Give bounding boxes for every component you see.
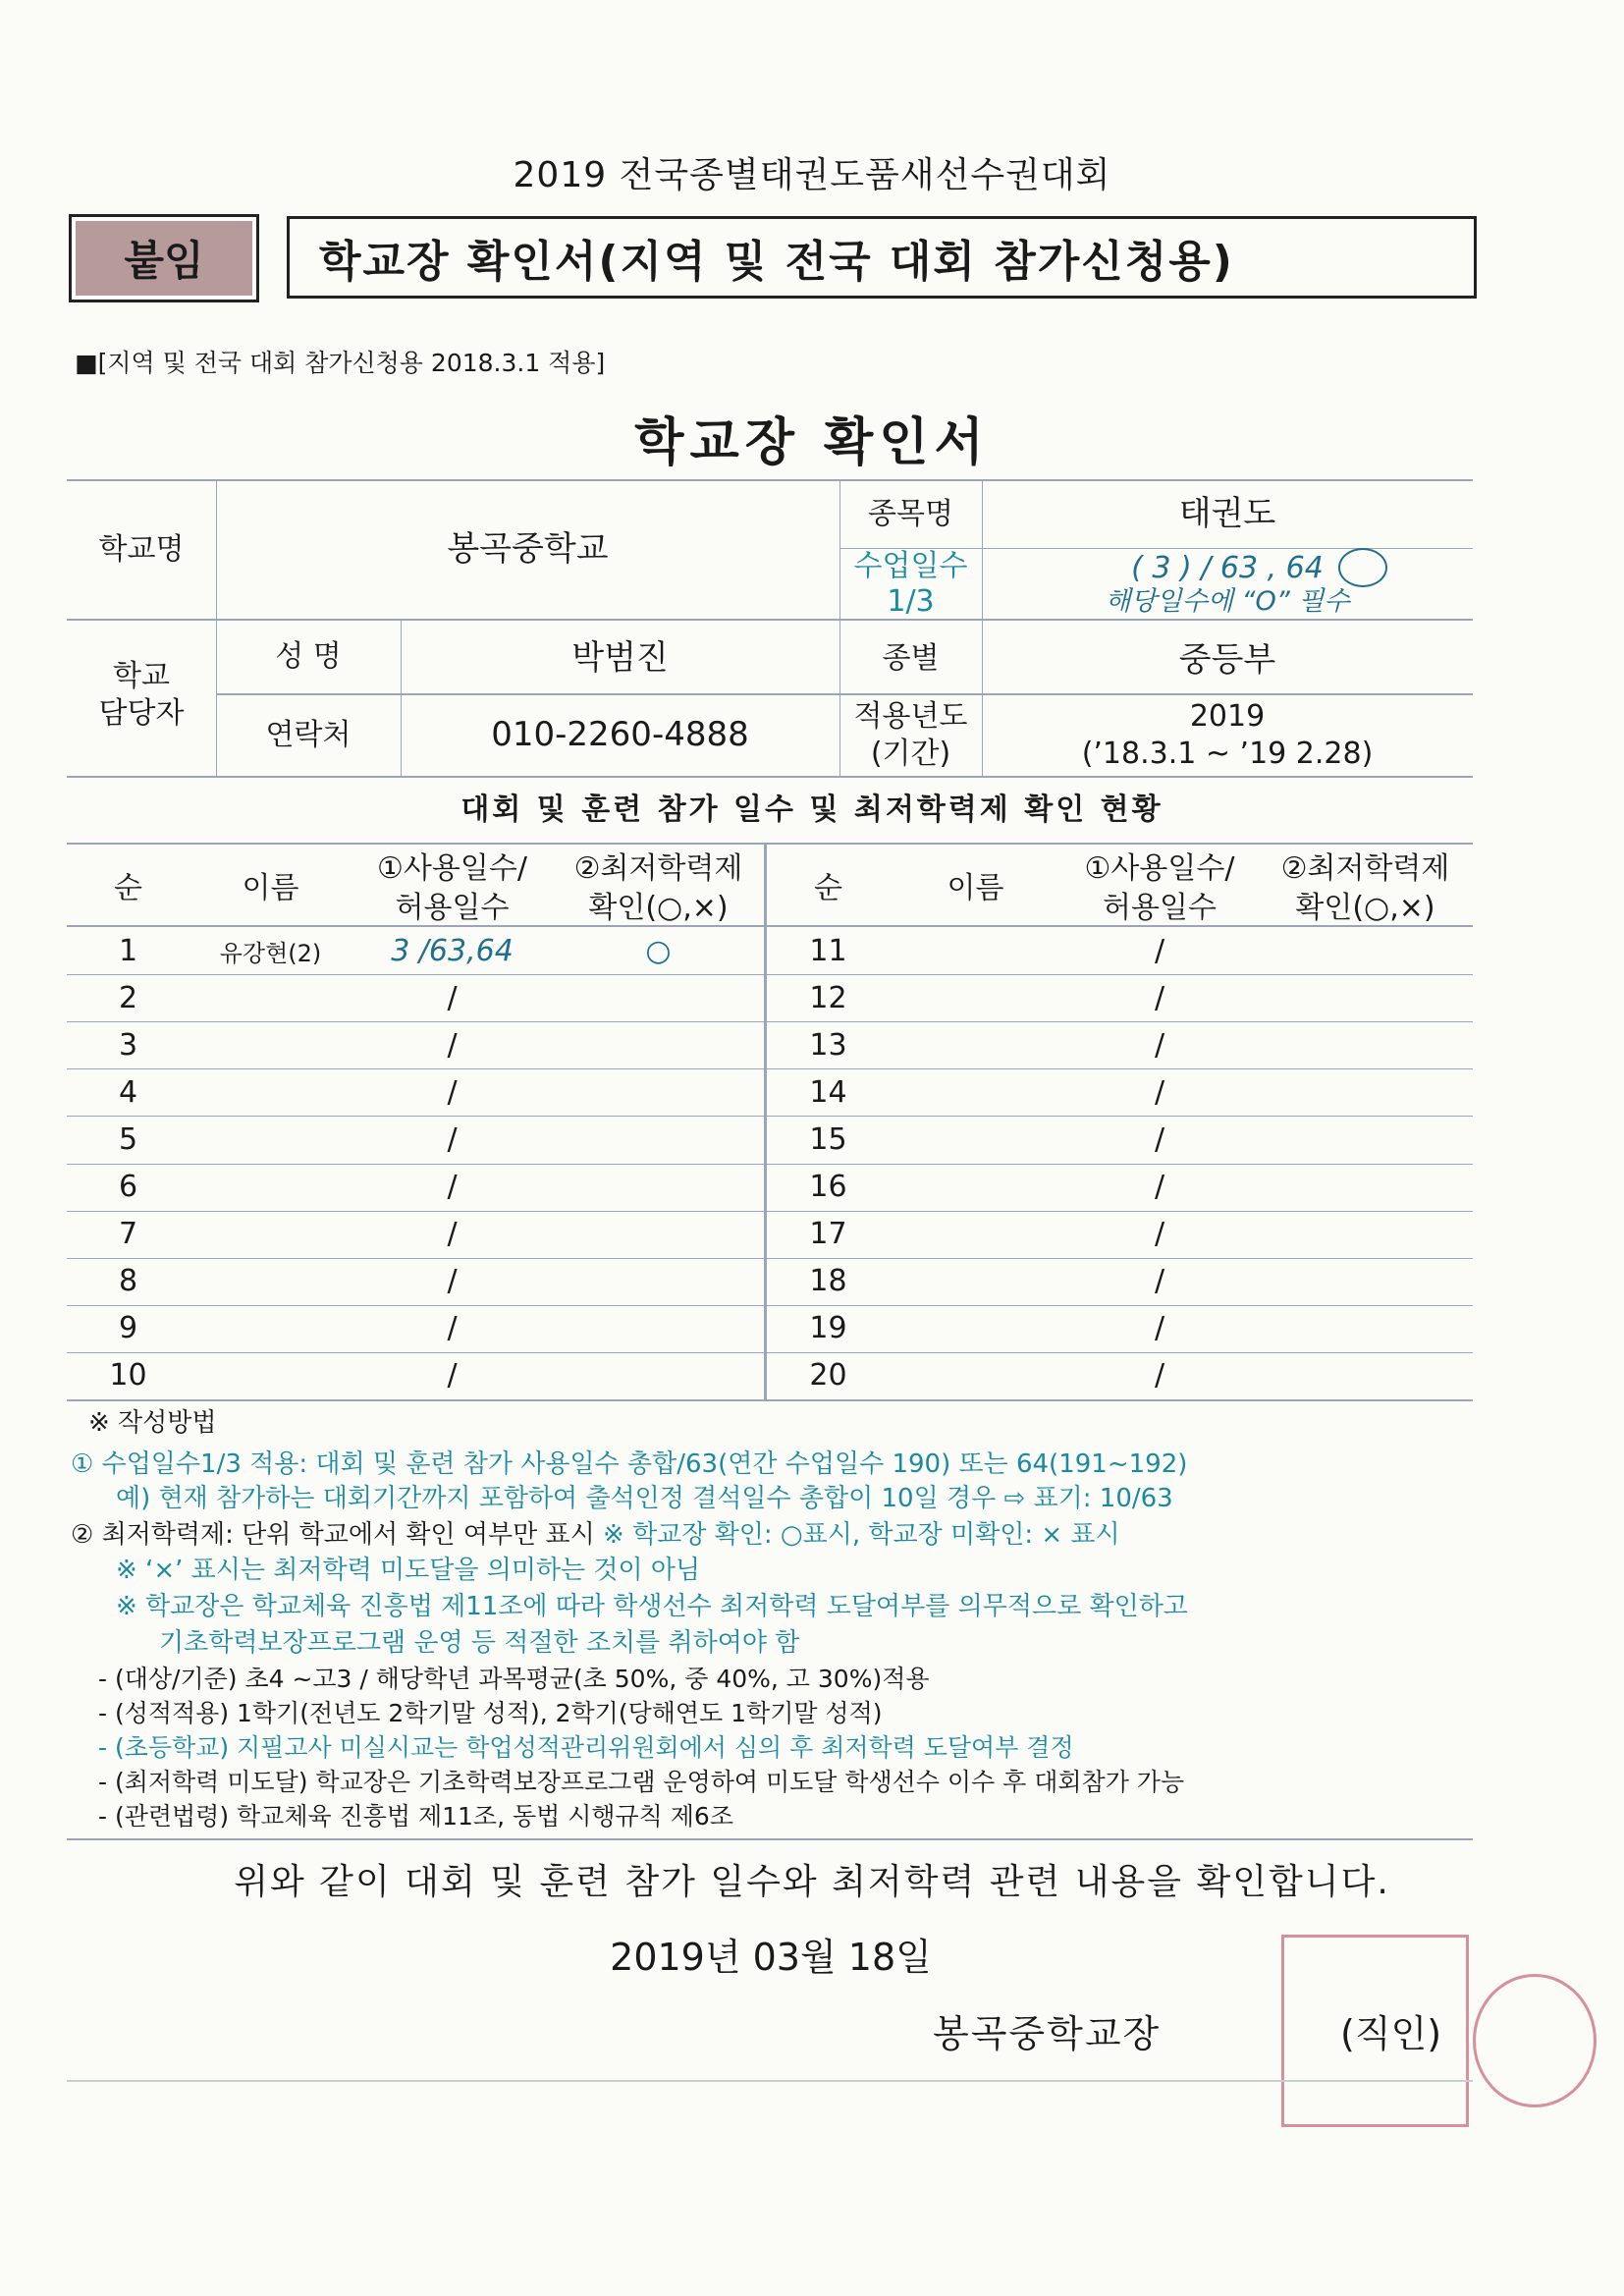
table-cell-name	[890, 1068, 1061, 1116]
table-cell-no: 20	[809, 1358, 847, 1394]
table-cell-check	[1258, 1164, 1473, 1211]
table-cell-check	[553, 1305, 764, 1352]
header-days-right: ①사용일수/	[1084, 851, 1235, 886]
header-days-left: ①사용일수/	[377, 851, 527, 886]
table-cell-name	[890, 1164, 1061, 1211]
table-cell-name	[189, 1164, 352, 1211]
table-cell-days: /	[1154, 980, 1165, 1015]
table-cell-name	[189, 1021, 352, 1068]
sport-value: 태권도	[1178, 493, 1276, 533]
table-cell-check	[553, 1352, 764, 1399]
note-1b: 예) 현재 참가하는 대회기간까지 포함하여 출석인정 결석일수 총합이 10일 경우 ⇨ 표기: 10/63	[116, 1484, 1173, 1513]
confirmation-date: 2019년 03월 18일	[610, 1936, 932, 1979]
table-cell-no: 2	[118, 980, 138, 1015]
table-cell-name	[890, 1211, 1061, 1258]
bullet-4: - (최저학력 미도달) 학교장은 기초학력보장프로그램 운영하여 미도달 학생선수 이수 후 대회참가 가능	[98, 1768, 1185, 1796]
manager-label-2: 담당자	[98, 695, 185, 731]
table-cell-name	[189, 974, 352, 1021]
table-cell-no: 1	[118, 933, 138, 968]
table-cell-no: 3	[118, 1027, 138, 1063]
table-cell-days: /	[447, 980, 458, 1015]
table-cell-no: 19	[809, 1311, 847, 1346]
table-cell-check	[553, 974, 764, 1021]
table-cell-days: /	[1154, 1121, 1165, 1157]
class-days-fraction-label: 1/3	[887, 583, 935, 619]
table-cell-check	[1258, 1021, 1473, 1068]
circle-mark-64	[1338, 548, 1387, 587]
table-cell-days: 3 /63,64	[391, 933, 514, 968]
class-days-value: ( 3 ) / 63 , 64	[1131, 550, 1324, 585]
year-label: 적용년도	[853, 698, 968, 734]
note-2c: ※ 학교장은 학교체육 진흥법 제11조에 따라 학생선수 최저학력 도달여부를 의무적으로 확인하고	[116, 1592, 1188, 1621]
bullet-5: - (관련법령) 학교체육 진흥법 제11조, 동법 시행규칙 제6조	[98, 1802, 733, 1831]
document-title: 학교장 확인서(지역 및 전국 대회 참가신청용)	[287, 216, 1477, 299]
table-cell-no: 9	[118, 1311, 138, 1346]
table-cell-name	[890, 1305, 1061, 1352]
attachment-tag: 붙임	[69, 214, 259, 302]
note-2a	[71, 1514, 1120, 1551]
header-min-right: ②최저학력제	[1280, 851, 1450, 886]
table-cell-days: /	[1154, 1311, 1165, 1346]
notes-heading: ※ 작성방법	[88, 1408, 217, 1438]
table-cell-name	[890, 1116, 1061, 1163]
contact-value: 010-2260-4888	[491, 714, 749, 754]
table-cell-no: 14	[809, 1074, 847, 1110]
note-2a-teal: ※ 학교장 확인: ○표시, 학교장 미확인: × 표시	[603, 1520, 1120, 1550]
seal-label: (직인)	[1340, 2012, 1442, 2055]
principal-seal-stamp	[1473, 1974, 1597, 2107]
table-cell-check	[553, 1211, 764, 1258]
table-cell-check	[1258, 927, 1473, 974]
table-cell-no: 15	[809, 1121, 847, 1157]
table-cell-days: /	[447, 1264, 458, 1299]
table-cell-days: /	[447, 1074, 458, 1110]
header-days-sub-right: 허용일수	[1103, 891, 1217, 925]
table-cell-no: 18	[809, 1264, 847, 1299]
period-value: (’18.3.1 ~ ’19 2.28)	[1081, 736, 1374, 771]
application-note: ■[지역 및 전국 대회 참가신청용 2018.3.1 적용]	[75, 349, 606, 377]
year-value: 2019	[1189, 698, 1266, 734]
table-cell-check	[553, 1068, 764, 1116]
class-days-label: 수업일수	[853, 548, 968, 583]
table-cell-days: /	[1154, 1074, 1165, 1110]
table-cell-no: 7	[118, 1217, 138, 1252]
table-cell-name	[890, 974, 1061, 1021]
sport-label: 종목명	[868, 496, 953, 531]
table-cell-name	[189, 1352, 352, 1399]
table-cell-name	[890, 927, 1061, 974]
table-cell-name	[890, 1258, 1061, 1305]
table-cell-check	[553, 1116, 764, 1163]
category-label: 종별	[882, 640, 940, 676]
header-no-right: 순	[814, 871, 842, 905]
note-1a: ① 수업일수1/3 적용: 대회 및 훈련 참가 사용일수 총합/63(연간 수업일수 190) 또는 64(191~192)	[71, 1449, 1188, 1479]
person-name-value: 박범진	[571, 637, 669, 678]
table-cell-days: /	[447, 1217, 458, 1252]
bullet-1: - (대상/기준) 초4 ~고3 / 해당학년 과목평균(초 50%, 중 40%, 고 30%)적용	[98, 1665, 930, 1693]
table-cell-name	[189, 1258, 352, 1305]
table-cell-name	[189, 1211, 352, 1258]
table-cell-no: 10	[109, 1358, 147, 1394]
table-cell-no: 8	[118, 1264, 138, 1299]
confirmation-statement: 위와 같이 대회 및 훈련 참가 일수와 최저학력 관련 내용을 확인합니다.	[234, 1862, 1390, 1902]
table-cell-no: 4	[118, 1074, 138, 1110]
table-cell-no: 13	[809, 1027, 847, 1063]
table-cell-days: /	[1154, 1264, 1165, 1299]
table-cell-check	[553, 1021, 764, 1068]
table-cell-check	[553, 1164, 764, 1211]
table-cell-name	[890, 1352, 1061, 1399]
table-cell-check	[1258, 1305, 1473, 1352]
bullet-3: - (초등학교) 지필고사 미실시교는 학업성적관리위원회에서 심의 후 최저학력 도달여부 결정	[98, 1733, 1074, 1762]
table-cell-no: 11	[809, 933, 847, 968]
table-cell-name	[890, 1021, 1061, 1068]
table-cell-days: /	[1154, 1358, 1165, 1394]
header-min-left: ②최저학력제	[573, 851, 743, 886]
class-days-note: 해당일수에 “O” 필수	[1105, 586, 1350, 618]
table-cell-check	[1258, 1211, 1473, 1258]
note-2a-text: ② 최저학력제: 단위 학교에서 확인 여부만 표시	[71, 1520, 595, 1550]
header-no-left: 순	[114, 871, 142, 905]
table-cell-check	[1258, 1116, 1473, 1163]
table-cell-no: 17	[809, 1217, 847, 1252]
table-cell-name	[189, 1068, 352, 1116]
table-cell-check	[1258, 974, 1473, 1021]
table-cell-days: /	[447, 1121, 458, 1157]
table-cell-name: 유강현(2)	[219, 939, 322, 967]
table-cell-no: 16	[809, 1170, 847, 1205]
table-cell-check	[1258, 1068, 1473, 1116]
note-2d: 기초학력보장프로그램 운영 등 적절한 조치를 취하여야 함	[159, 1628, 800, 1658]
school-name-value: 봉곡중학교	[447, 528, 609, 569]
contact-label: 연락처	[265, 717, 352, 752]
table-cell-days: /	[1154, 1217, 1165, 1252]
table-cell-check: ○	[645, 933, 672, 968]
header-min-sub-right: 확인(○,×)	[1295, 891, 1435, 925]
header-name-right: 이름	[947, 871, 1004, 905]
year-period-label: (기간)	[870, 736, 951, 771]
table-cell-days: /	[1154, 1027, 1165, 1063]
header-name-left: 이름	[242, 871, 299, 905]
note-2b: ※ ‘×’ 표시는 최저학력 미도달을 의미하는 것이 아님	[116, 1556, 701, 1585]
table-cell-name	[189, 1116, 352, 1163]
table-cell-no: 5	[118, 1121, 138, 1157]
table-cell-check	[1258, 1352, 1473, 1399]
table-cell-no: 12	[809, 980, 847, 1015]
table-cell-days: /	[1154, 1170, 1165, 1205]
table-cell-name	[189, 1305, 352, 1352]
school-seal-stamp	[1281, 1935, 1469, 2127]
table-cell-days: /	[447, 1358, 458, 1394]
table-cell-days: /	[447, 1311, 458, 1346]
header-min-sub-left: 확인(○,×)	[588, 891, 729, 925]
table-cell-check	[553, 1258, 764, 1305]
signer-name: 봉곡중학교장	[933, 2012, 1162, 2055]
table-cell-days: /	[1154, 933, 1165, 968]
header-days-sub-left: 허용일수	[395, 891, 510, 925]
status-title: 대회 및 훈련 참가 일수 및 최저학력제 확인 현황	[460, 793, 1164, 827]
table-cell-days: /	[447, 1027, 458, 1063]
table-cell-no: 6	[118, 1170, 138, 1205]
person-name-label: 성 명	[275, 638, 342, 674]
table-cell-check	[1258, 1258, 1473, 1305]
page-title: 학교장 확인서	[634, 413, 990, 472]
event-title: 2019 전국종별태권도품새선수권대회	[513, 155, 1111, 195]
category-value: 중등부	[1178, 639, 1276, 680]
school-name-label: 학교명	[98, 531, 185, 567]
bullet-2: - (성적적용) 1학기(전년도 2학기말 성적), 2학기(당해연도 1학기말 성적)	[98, 1699, 883, 1727]
manager-label-1: 학교	[113, 658, 170, 693]
table-cell-days: /	[447, 1170, 458, 1205]
